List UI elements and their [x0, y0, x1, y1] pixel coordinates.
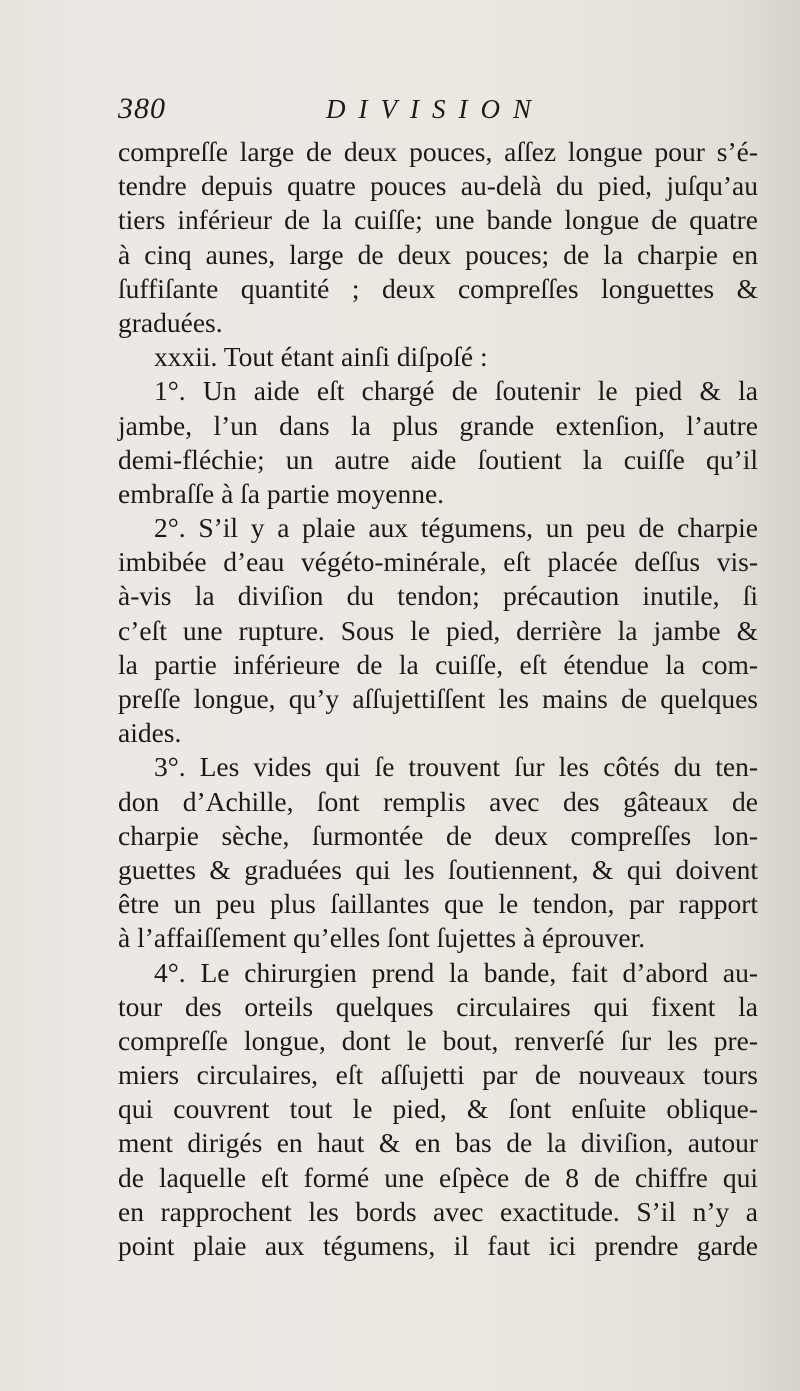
text-line: miers circulaires, eſt aſſujetti par de nouveaux tours	[118, 1059, 758, 1091]
text-line: ſuffiſante quantité ; deux compreſſes longuettes &	[118, 272, 758, 304]
body-text	[118, 135, 758, 1263]
text-line: tour des orteils quelques circulaires qui fixent la	[118, 990, 758, 1022]
text-line: jambe, l’un dans la plus grande extenſion, l’autre	[118, 409, 758, 441]
text-line: demi-fléchie; un autre aide ſoutient la cuiſſe qu’il	[118, 443, 758, 475]
text-line: de laquelle eſt formé une eſpèce de 8 de chiffre qui	[118, 1161, 758, 1193]
text-line: imbibée d’eau végéto-minérale, eſt placée deſſus vis-	[118, 546, 758, 578]
text-line: 3°. Les vides qui ſe trouvent ſur les côtés du ten-	[154, 751, 758, 783]
text-line: en rapprochent les bords avec exactitude. S’il n’y a	[118, 1195, 758, 1227]
text-line: c’eſt une rupture. Sous le pied, derrière la jambe &	[118, 614, 758, 646]
text-line: point plaie aux tégumens, il faut ici prendre garde	[118, 1230, 758, 1261]
text-line: compreſſe large de deux pouces, aſſez longue pour s’é-	[118, 136, 758, 167]
text-line: 4°. Le chirurgien prend la bande, fait d’abord au-	[154, 956, 758, 988]
running-head: DIVISION	[326, 94, 544, 124]
text-line: guettes & graduées qui les ſoutiennent, & qui doivent	[118, 853, 758, 885]
text-line: ment dirigés en haut & en bas de la diviſion, autour	[118, 1127, 758, 1159]
text-line: à l’affaiſſement qu’elles ſont ſujettes à éprouver.	[118, 922, 646, 954]
text-line: graduées.	[118, 306, 223, 338]
text-line: la partie inférieure de la cuiſſe, eſt étendue la com-	[118, 648, 758, 680]
text-line: tiers inférieur de la cuiſſe; une bande longue de quatre	[118, 204, 758, 236]
text-line: être un peu plus ſaillantes que le tendon, par rapport	[118, 888, 758, 920]
text-line: à cinq aunes, large de deux pouces; de la charpie en	[118, 238, 758, 270]
page-header	[118, 92, 758, 132]
text-line: don d’Achille, ſont remplis avec des gâteaux de	[118, 785, 758, 817]
text-line: embraſſe à ſa partie moyenne.	[118, 477, 445, 509]
text-line: à-vis la diviſion du tendon; précaution inutile, ſi	[118, 580, 758, 612]
text-line: charpie sèche, ſurmontée de deux compreſſes lon-	[118, 819, 758, 851]
text-line: tendre depuis quatre pouces au-delà du pied, juſqu’au	[118, 170, 758, 202]
text-line: aides.	[118, 717, 182, 749]
page-number: 380	[118, 92, 166, 125]
text-line: compreſſe longue, dont le bout, renverſé ſur les pre-	[118, 1024, 758, 1056]
text-line: 1°. Un aide eſt chargé de ſoutenir le pied & la	[154, 375, 758, 407]
text-line: xxxii. Tout étant ainſi diſpoſé :	[154, 341, 488, 373]
text-line: 2°. S’il y a plaie aux tégumens, un peu de charpie	[154, 512, 758, 544]
text-line: qui couvrent tout le pied, & ſont enſuite oblique-	[118, 1093, 758, 1125]
text-line: preſſe longue, qu’y aſſujettiſſent les mains de quelques	[118, 683, 758, 714]
